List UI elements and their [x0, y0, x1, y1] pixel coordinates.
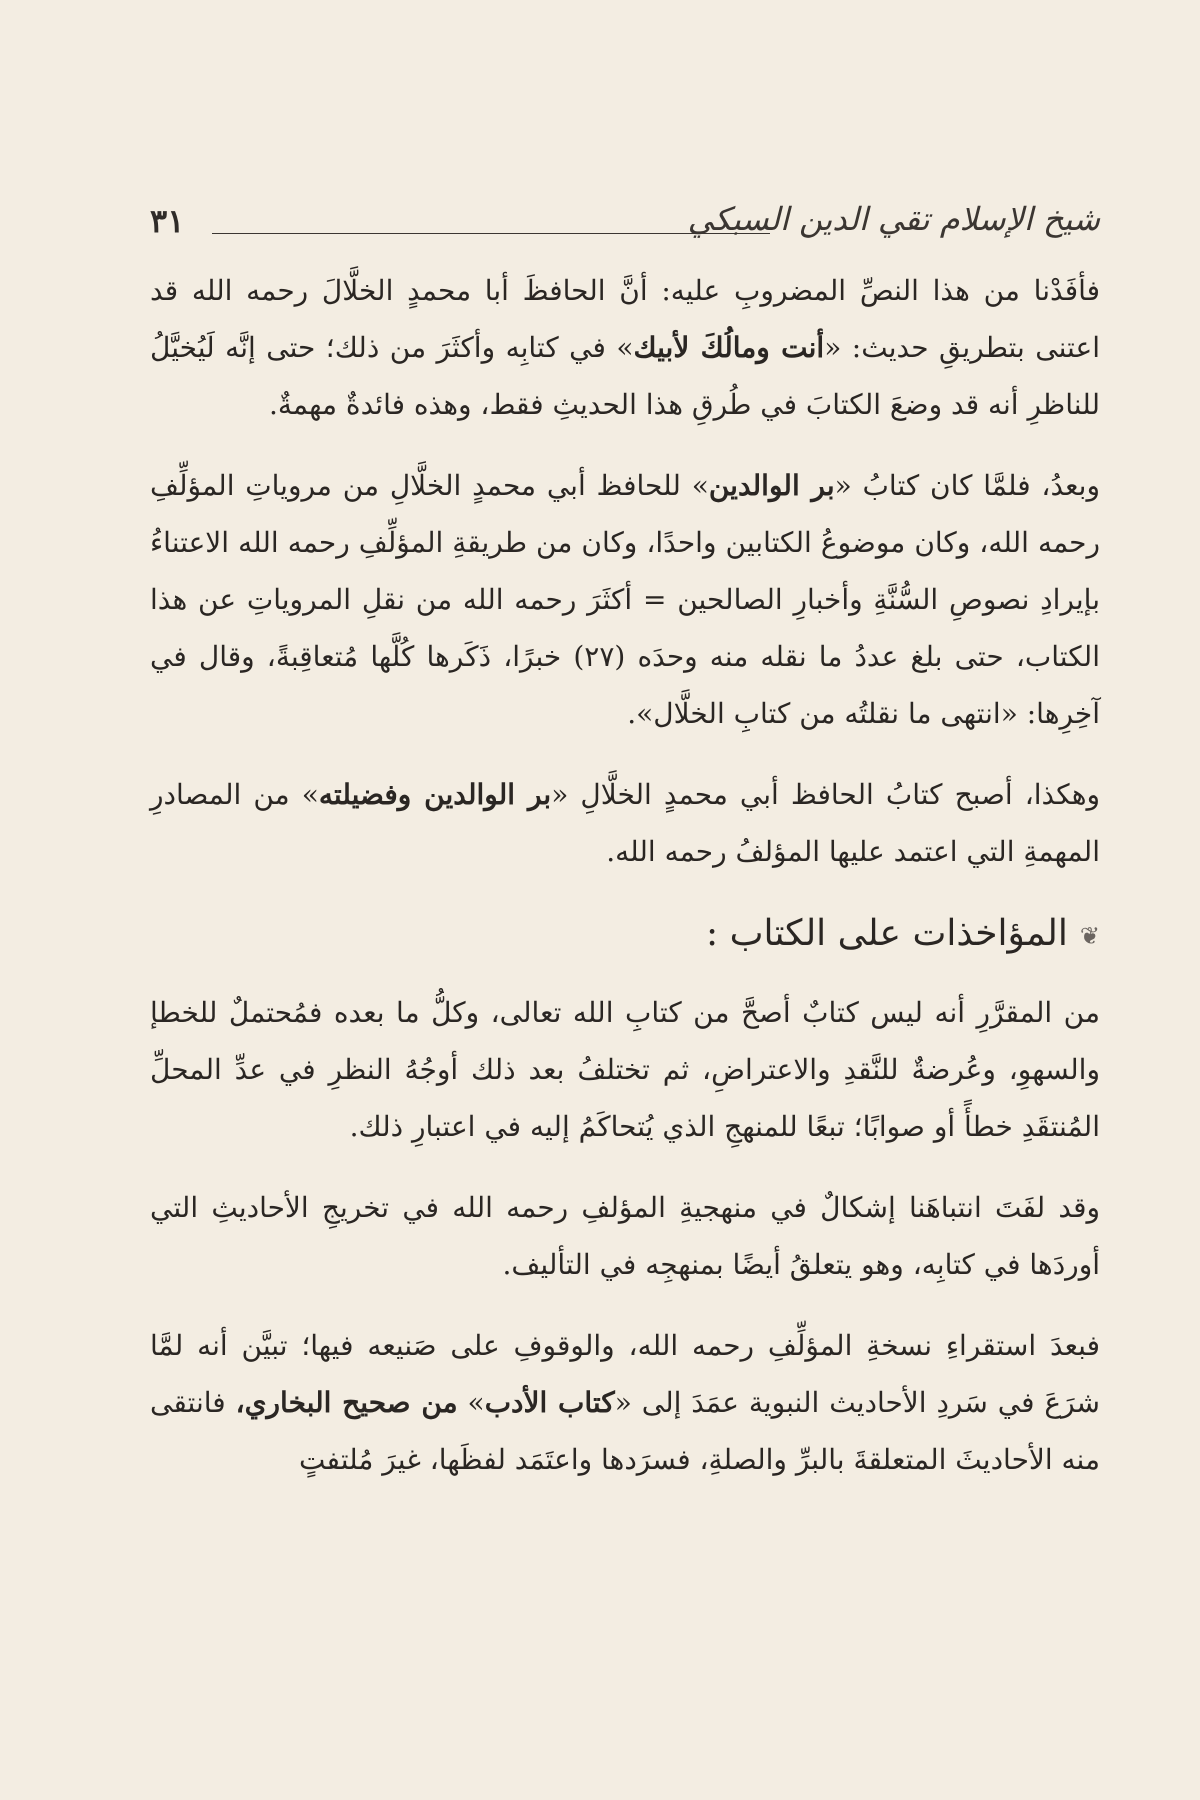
running-header	[150, 200, 1100, 260]
paragraph-3-bold-title: بر الوالدين وفضيلته	[318, 778, 552, 811]
paragraph-1-text-b: » في كتابِه وأكثَرَ من ذلك؛ حتى إنَّه لَيُخيَّلُ للناظرِ أنه قد وضعَ الكتابَ في طُرقِ هذا الحديثِ فقط، وهذه فائدةٌ مهمةٌ.	[150, 331, 1100, 421]
paragraph-2-text-b: » للحافظ أبي محمدٍ الخلَّالِ من مروياتِ المؤلِّفِ رحمه الله، وكان موضوعُ الكتابين واحدًا، وكان من طريقةِ المؤلِّفِ رحمه الله الاعتناءُ بإيرادِ نصوصِ السُّنَّةِ وأخبارِ الصالحين = أكثَرَ رحمه الله من نقلِ المروياتِ عن هذا الكتاب، حتى بلغ عددُ ما نقله منه وحدَه (٢٧) خبرًا، ذَكَرها كُلَّها مُتعاقِبةً، وقال في آخِرِها: «انتهى ما نقلتُه من كتابِ الخلَّال».	[150, 469, 1100, 730]
paragraph-6-text-b: »	[457, 1386, 485, 1419]
paragraph-3	[150, 766, 1100, 880]
paragraph-6	[150, 1317, 1100, 1488]
page-number: ٣١	[150, 202, 185, 240]
paragraph-4-text: من المقرَّرِ أنه ليس كتابٌ أصحَّ من كتابِ الله تعالى، وكلُّ ما بعده فمُحتملٌ للخطإ والسهوِ، وعُرضةٌ للنَّقدِ والاعتراضِ، ثم تختلفُ بعد ذلك أوجُهُ النظرِ في عدِّ المحلِّ المُنتقَدِ خطأً أو صوابًا؛ تبعًا للمنهجِ الذي يُتحاكَمُ إليه في اعتبارِ ذلك.	[150, 996, 1100, 1143]
paragraph-2-bold-title: بر الوالدين	[708, 469, 835, 502]
paragraph-1-bold-quote: أنت ومالُكَ لأبيك	[633, 331, 825, 364]
paragraph-1-text-a: فأفَدْنا من هذا النصِّ المضروبِ عليه: أنَّ الحافظَ أبا محمدٍ الخلَّالَ رحمه الله قد اعتنى بتطريقِ حديث: «	[150, 274, 1100, 364]
paragraph-2-text-a: وبعدُ، فلمَّا كان كتابُ «	[834, 469, 1100, 502]
section-heading	[150, 904, 1100, 966]
running-header-title: شيخ الإسلام تقي الدين السبكي	[687, 200, 1100, 238]
paragraph-6-text-c: فانتقى منه الأحاديثَ المتعلقةَ بالبرِّ والصلةِ، فسرَدها واعتَمَد لفظَها، غيرَ مُلتفتٍ	[150, 1386, 1100, 1476]
paragraph-4	[150, 984, 1100, 1155]
page-body	[150, 262, 1100, 1512]
flower-ornament-icon: ❦	[1079, 922, 1100, 950]
paragraph-6-bold-title: كتاب الأدب	[484, 1386, 615, 1419]
paragraph-6-text-a: فبعدَ استقراءِ نسخةِ المؤلِّفِ رحمه الله، والوقوفِ على صَنيعه فيها؛ تبيَّن أنه لمَّا شرَعَ في سَردِ الأحاديث النبوية عمَدَ إلى «	[150, 1329, 1101, 1419]
paragraph-3-text-b: » من المصادرِ المهمةِ التي اعتمد عليها المؤلفُ رحمه الله.	[150, 778, 1100, 868]
paragraph-6-bold-source: من صحيح البخاري،	[235, 1386, 458, 1419]
paragraph-5-text: وقد لفَتَ انتباهَنا إشكالٌ في منهجيةِ المؤلفِ رحمه الله في تخريجِ الأحاديثِ التي أوردَها في كتابِه، وهو يتعلقُ أيضًا بمنهجِه في التأليف.	[150, 1191, 1100, 1281]
header-rule	[212, 233, 770, 234]
paragraph-3-text-a: وهكذا، أصبح كتابُ الحافظ أبي محمدٍ الخلَّالِ «	[551, 778, 1100, 811]
section-heading-text: المؤاخذات على الكتاب :	[706, 913, 1068, 954]
paragraph-5	[150, 1179, 1100, 1293]
paragraph-2	[150, 457, 1100, 742]
paragraph-1	[150, 262, 1100, 433]
